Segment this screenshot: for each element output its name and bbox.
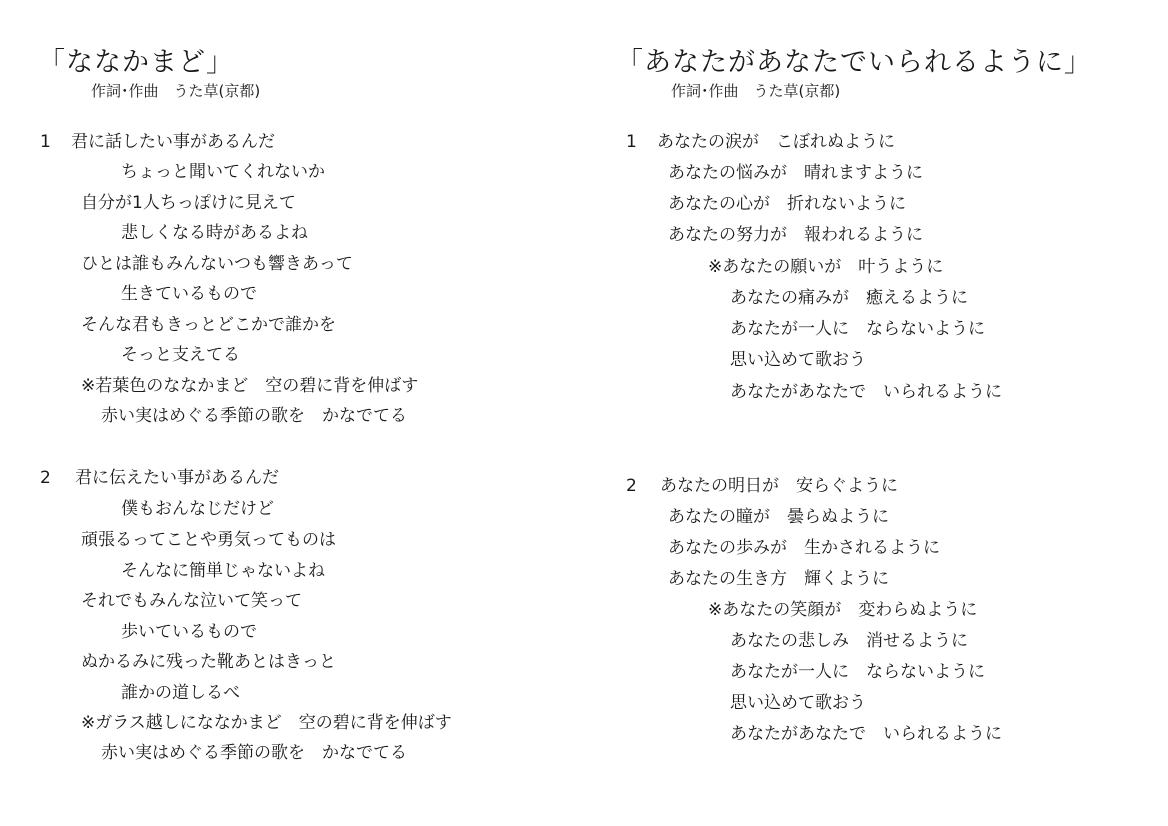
chorus-line: ※ガラス越しにななかまど 空の碧に背を伸ばす xyxy=(81,713,452,733)
lyric-line: 歩いているもので xyxy=(121,622,257,642)
lyric-line: あなたの心が 折れないように xyxy=(668,194,906,214)
lyric-line: そんなに簡単じゃないよね xyxy=(121,561,325,581)
lyric-line: あなたの歩みが 生かされるように xyxy=(668,538,940,558)
chorus-line: あなたが一人に ならないように xyxy=(730,662,985,682)
lyric-line: 誰かの道しるべ xyxy=(121,683,240,703)
chorus-line: あなたの悲しみ 消せるように xyxy=(730,631,968,651)
lyric-line: あなたの生き方 輝くように xyxy=(668,569,889,589)
lyric-line: あなたの明日が 安らぐように xyxy=(660,476,898,496)
song-title: 「あなたがあなたでいられるように」 xyxy=(616,47,1092,78)
song-title: 「ななかまど」 xyxy=(38,47,234,78)
lyric-line: 悲しくなる時があるよね xyxy=(121,223,308,243)
chorus-line: ※若葉色のななかまど 空の碧に背を伸ばす xyxy=(81,376,419,396)
chorus-line: あなたの痛みが 癒えるように xyxy=(730,288,968,308)
song-credit: 作詞･作曲 うた草(京都) xyxy=(91,82,261,100)
lyric-line: 自分が1人ちっぽけに見えて xyxy=(81,193,296,213)
lyric-line: そっと支えてる xyxy=(121,345,240,365)
lyric-line: あなたの努力が 報われるように xyxy=(668,225,923,245)
verse-number: 2 xyxy=(626,476,637,496)
chorus-line: あなたがあなたで いられるように xyxy=(730,724,1002,744)
lyric-line: あなたの悩みが 晴れますように xyxy=(668,163,923,183)
lyric-line: それでもみんな泣いて笑って xyxy=(81,591,302,611)
lyric-line: 君に話したい事があるんだ xyxy=(71,132,275,152)
chorus-line: ※あなたの願いが 叶うように xyxy=(708,257,944,277)
lyric-line: 僕もおんなじだけど xyxy=(121,499,274,519)
lyric-line: ひとは誰もみんないつも響きあって xyxy=(81,254,353,274)
verse-number: 1 xyxy=(40,132,51,152)
chorus-line: あなたが一人に ならないように xyxy=(730,319,985,339)
verse-number: 1 xyxy=(626,132,637,152)
lyric-line: ちょっと聞いてくれないか xyxy=(121,162,325,182)
chorus-line: 思い込めて歌おう xyxy=(730,350,866,370)
song-credit: 作詞･作曲 うた草(京都) xyxy=(671,82,841,100)
lyric-line: そんな君もきっとどこかで誰かを xyxy=(81,315,336,335)
chorus-line: 思い込めて歌おう xyxy=(730,693,866,713)
lyric-line: 頑張るってことや勇気ってものは xyxy=(81,530,336,550)
lyric-line: あなたの瞳が 曇らぬように xyxy=(668,507,889,527)
lyric-line: あなたの涙が こぼれぬように xyxy=(657,132,895,152)
verse-number: 2 xyxy=(40,468,51,488)
lyric-line: 君に伝えたい事があるんだ xyxy=(75,468,279,488)
chorus-line: あなたがあなたで いられるように xyxy=(730,382,1002,402)
lyric-line: ぬかるみに残った靴あとはきっと xyxy=(81,652,336,672)
chorus-line: ※あなたの笑顔が 変わらぬように xyxy=(708,600,978,620)
chorus-line: 赤い実はめぐる季節の歌を かなでてる xyxy=(101,406,407,426)
chorus-line: 赤い実はめぐる季節の歌を かなでてる xyxy=(101,743,407,763)
lyric-line: 生きているもので xyxy=(121,284,257,304)
